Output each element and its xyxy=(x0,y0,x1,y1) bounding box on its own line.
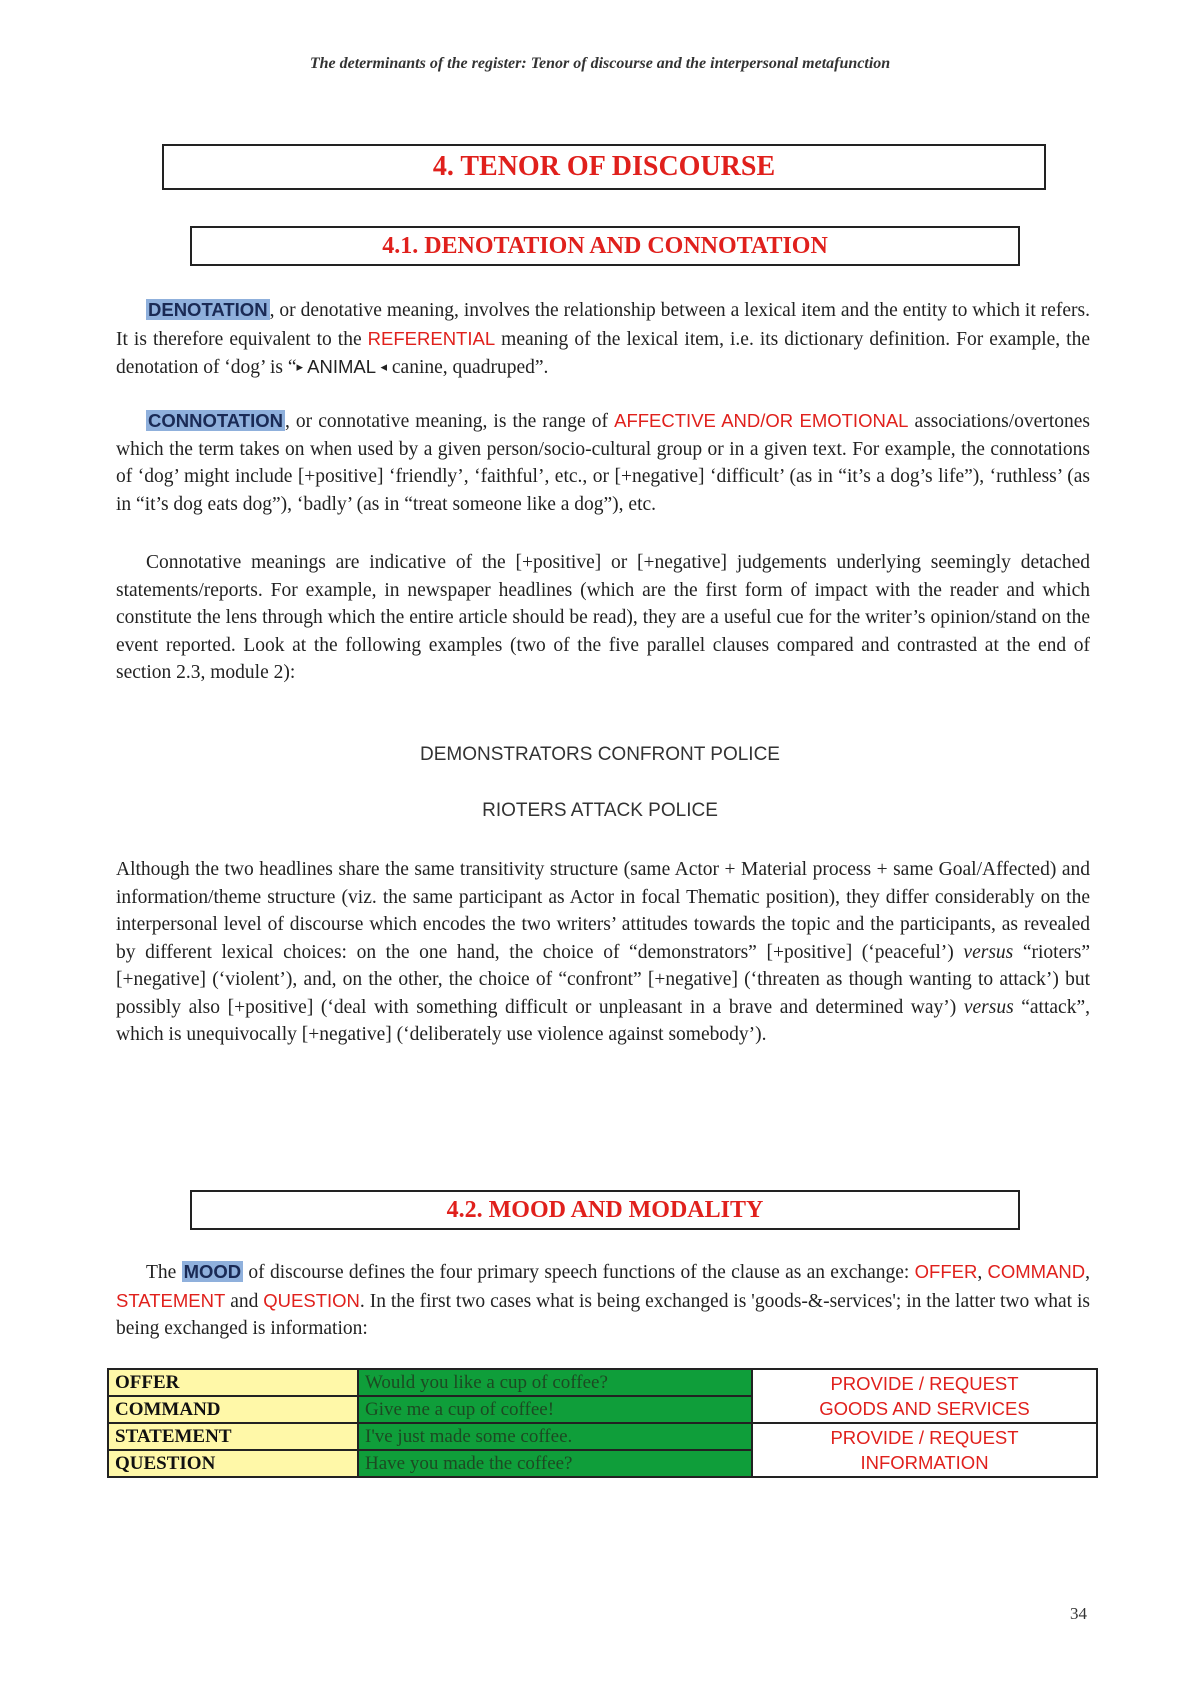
term-offer: OFFER xyxy=(914,1261,978,1282)
term-denotation: DENOTATION xyxy=(148,299,268,320)
text: , or denotative meaning, involves the relationship between a lexical item and the entity to which it refers. It is therefore equivalent to the xyxy=(116,300,1090,350)
text: canine, quadruped”. xyxy=(387,357,549,378)
text: and xyxy=(225,1290,264,1312)
headline-rioters: RIOTERS ATTACK POLICE xyxy=(482,800,718,821)
text: Although the two headlines share the same transitivity structure (same Actor + Material process + same Goal/Affected) and information/theme structure (viz. the same participant as Actor in focal Thematic position), they differ considerably on the interpersonal level of discourse which encodes the two writers’ attitudes towards the topic and the participants, as revealed by different lexical choices: on the one hand, the choice of “demonstrators” [+positive] (‘peaceful’) xyxy=(116,859,1090,963)
paragraph-analysis xyxy=(116,856,1090,1049)
text: , xyxy=(1085,1262,1090,1283)
versus-italic: versus xyxy=(963,941,1014,963)
function-cell: OFFER xyxy=(108,1369,358,1396)
text: , or connotative meaning, is the range of xyxy=(284,411,615,432)
term-mood: MOOD xyxy=(183,1261,242,1282)
example-cell: I've just made some coffee. xyxy=(358,1423,752,1450)
table-row xyxy=(108,1369,1097,1396)
group-cell-goods xyxy=(752,1369,1097,1423)
group-line: INFORMATION xyxy=(860,1452,989,1473)
text: of discourse defines the four primary speech functions of the clause as an exchange: xyxy=(243,1262,915,1283)
paragraph-mood xyxy=(116,1258,1090,1343)
text: meaning of the lexical item, i.e. its dictionary definition. For example, the denotation of ‘dog’ is “ xyxy=(116,328,1090,378)
text: “attack”, which is unequivocally [+negative] (‘deliberately use violence against somebody’). xyxy=(116,996,1090,1045)
group-line: PROVIDE / REQUEST xyxy=(830,1427,1019,1448)
page-number: 34 xyxy=(1070,1604,1087,1623)
triangle-right-icon: ▸ xyxy=(296,359,304,374)
table-row xyxy=(108,1423,1097,1450)
term-question: QUESTION xyxy=(263,1289,360,1311)
text: The xyxy=(146,1262,182,1283)
text: . In the first two cases what is being exchanged is 'goods-&-services'; in the latter two what is being exchanged is information: xyxy=(116,1290,1090,1339)
term-referential: REFERENTIAL xyxy=(367,327,496,349)
triangle-left-icon: ◂ xyxy=(380,359,388,374)
section-title: 4. TENOR OF DISCOURSE xyxy=(162,144,1046,190)
example-cell: Have you made the coffee? xyxy=(358,1450,752,1477)
paragraph-connotative-meanings: Connotative meanings are indicative of the [+positive] or [+negative] judgements underlying seemingly detached statements/reports. For example, in newspaper headlines (which are the first form of impact with the reader and which constitute the lens through which the entire article should be read), they are a useful cue for the writer’s opinion/stand on the event reported. Look at the following examples (two of the five parallel clauses compared and contrasted at the end of section 2.3, module 2): xyxy=(116,552,1090,683)
subsection-title-4-2: 4.2. MOOD AND MODALITY xyxy=(190,1190,1020,1230)
term-statement: STATEMENT xyxy=(116,1289,226,1311)
term-affective: AFFECTIVE AND/OR EMOTIONAL xyxy=(614,410,909,431)
term-connotation: CONNOTATION xyxy=(148,410,283,431)
text: “rioters” [+negative] (‘violent’), and, on the other, the choice of “confront” [+negative] (‘threaten as though wanting to attack’) but possibly also [+positive] (‘deal with something difficult or unpleasant in a brave and determined way’) xyxy=(116,941,1090,1018)
function-cell: STATEMENT xyxy=(108,1423,358,1450)
versus-italic: versus xyxy=(963,996,1014,1018)
text: , xyxy=(977,1262,988,1283)
running-header: The determinants of the register: Tenor of discourse and the interpersonal metafunction xyxy=(309,55,891,72)
paragraph-denotation xyxy=(116,296,1090,382)
term-command: COMMAND xyxy=(987,1261,1086,1282)
headline-demonstrators: DEMONSTRATORS CONFRONT POLICE xyxy=(420,744,780,765)
example-cell: Give me a cup of coffee! xyxy=(358,1396,752,1423)
paragraph-connotation xyxy=(116,407,1090,518)
subsection-title-4-1: 4.1. DENOTATION AND CONNOTATION xyxy=(190,226,1020,266)
function-cell: QUESTION xyxy=(108,1450,358,1477)
animal-label: ANIMAL xyxy=(303,356,381,377)
mood-table xyxy=(107,1368,1098,1478)
text: associations/overtones which the term takes on when used by a given person/socio-cultural group or in a given text. For example, the connotations of ‘dog’ might include [+positive] ‘friendly’, ‘faithful’, etc., or [+negative] ‘difficult’ (as in “it’s a dog’s life”), ‘ruthless’ (as in “it’s dog eats dog”), ‘badly’ (as in “treat someone like a dog”), etc. xyxy=(116,411,1090,515)
function-cell: COMMAND xyxy=(108,1396,358,1423)
group-line: PROVIDE / REQUEST xyxy=(830,1373,1019,1394)
group-line: GOODS AND SERVICES xyxy=(819,1398,1030,1419)
example-cell: Would you like a cup of coffee? xyxy=(358,1369,752,1396)
group-cell-information xyxy=(752,1423,1097,1477)
